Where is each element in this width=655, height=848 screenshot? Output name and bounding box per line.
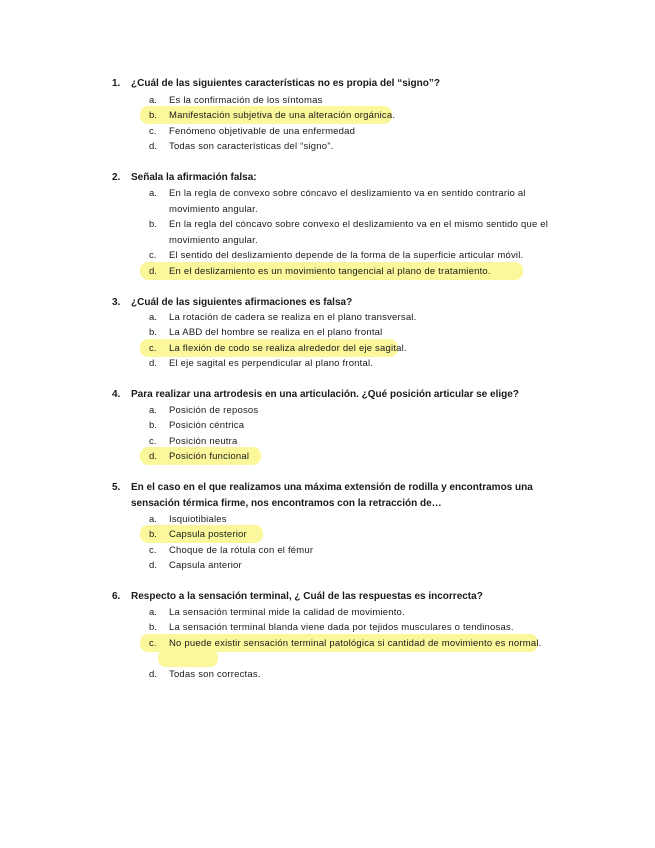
question-text: Para realizar una artrodesis en una articulación. ¿Qué posición articular se elige?: [131, 389, 519, 400]
option-letter: b.: [149, 622, 157, 633]
option-letter: a.: [149, 514, 157, 525]
option-text: Posición de reposos: [169, 405, 259, 416]
option-letter: a.: [149, 405, 157, 416]
question-number: 1.: [112, 78, 121, 89]
option-letter: b.: [149, 327, 157, 338]
option-letter: a.: [149, 188, 157, 199]
option-letter: b.: [149, 529, 157, 540]
option-letter: d.: [149, 358, 157, 369]
option-letter: a.: [149, 95, 157, 106]
option-text: No puede existir sensación terminal patológica si cantidad de movimiento es normal.: [169, 638, 542, 649]
question-text: Señala la afirmación falsa:: [131, 172, 257, 183]
option-text: Choque de la rótula con el fémur: [169, 545, 314, 556]
option-letter: d.: [149, 669, 157, 680]
option-letter: c.: [149, 545, 157, 556]
option-text: En el deslizamiento es un movimiento tangencial al plano de tratamiento.: [169, 266, 491, 277]
question-number: 5.: [112, 482, 121, 493]
option-text: Posición céntrica: [169, 420, 245, 431]
answer-highlight: [158, 649, 218, 667]
option-text: El eje sagital es perpendicular al plano frontal.: [169, 358, 374, 369]
option-text: La sensación terminal blanda viene dada por tejidos musculares o tendinosas.: [169, 622, 514, 633]
option-text: Fenómeno objetivable de una enfermedad: [169, 126, 356, 137]
option-letter: c.: [149, 250, 157, 261]
option-letter: c.: [149, 126, 157, 137]
option-letter: b.: [149, 420, 157, 431]
option-letter: c.: [149, 638, 157, 649]
option-letter: d.: [149, 141, 157, 152]
question-number: 4.: [112, 389, 121, 400]
question-text: ¿Cuál de las siguientes características no es propia del “signo”?: [131, 78, 440, 89]
option-letter: c.: [149, 343, 157, 354]
question-text: Respecto a la sensación terminal, ¿ Cuál de las respuestas es incorrecta?: [131, 591, 483, 602]
option-text: Posición neutra: [169, 436, 238, 447]
option-letter: a.: [149, 312, 157, 323]
option-text: En la regla del cóncavo sobre convexo el deslizamiento va en el mismo sentido que el movimiento angular.: [169, 219, 549, 246]
question-number: 2.: [112, 172, 121, 183]
option-text: Posición funcional: [169, 451, 250, 462]
question-text: En el caso en el que realizamos una máxima extensión de rodilla y encontramos una sensación térmica firme, nos encontramos con la retracción de…: [131, 482, 533, 509]
option-text: Capsula posterior: [169, 529, 247, 540]
option-letter: c.: [149, 436, 157, 447]
option-text: La flexión de codo se realiza alrededor del eje sagital.: [169, 343, 407, 354]
option-letter: d.: [149, 451, 157, 462]
option-text: Todas son características del “signo”.: [169, 141, 334, 152]
option-text: El sentido del deslizamiento depende de la forma de la superficie articular móvil.: [169, 250, 524, 261]
question-number: 6.: [112, 591, 121, 602]
option-text: La sensación terminal mide la calidad de movimiento.: [169, 607, 405, 618]
option-text: Manifestación subjetiva de una alteración orgánica.: [169, 110, 396, 121]
option-text: Todas son correctas.: [169, 669, 261, 680]
option-letter: d.: [149, 266, 157, 277]
question-number: 3.: [112, 297, 121, 308]
option-letter: b.: [149, 110, 157, 121]
option-text: La ABD del hombre se realiza en el plano frontal: [169, 327, 383, 338]
option-text: Es la confirmación de los síntomas: [169, 95, 323, 106]
option-letter: a.: [149, 607, 157, 618]
option-letter: b.: [149, 219, 157, 230]
option-text: La rotación de cadera se realiza en el plano transversal.: [169, 312, 417, 323]
option-text: Isquiotibiales: [169, 514, 227, 525]
option-letter: d.: [149, 560, 157, 571]
option-text: Capsula anterior: [169, 560, 242, 571]
option-text: En la regla de convexo sobre cóncavo el deslizamiento va en sentido contrario al movimiento angular.: [169, 188, 526, 215]
question-text: ¿Cuál de las siguientes afirmaciones es falsa?: [131, 297, 353, 308]
